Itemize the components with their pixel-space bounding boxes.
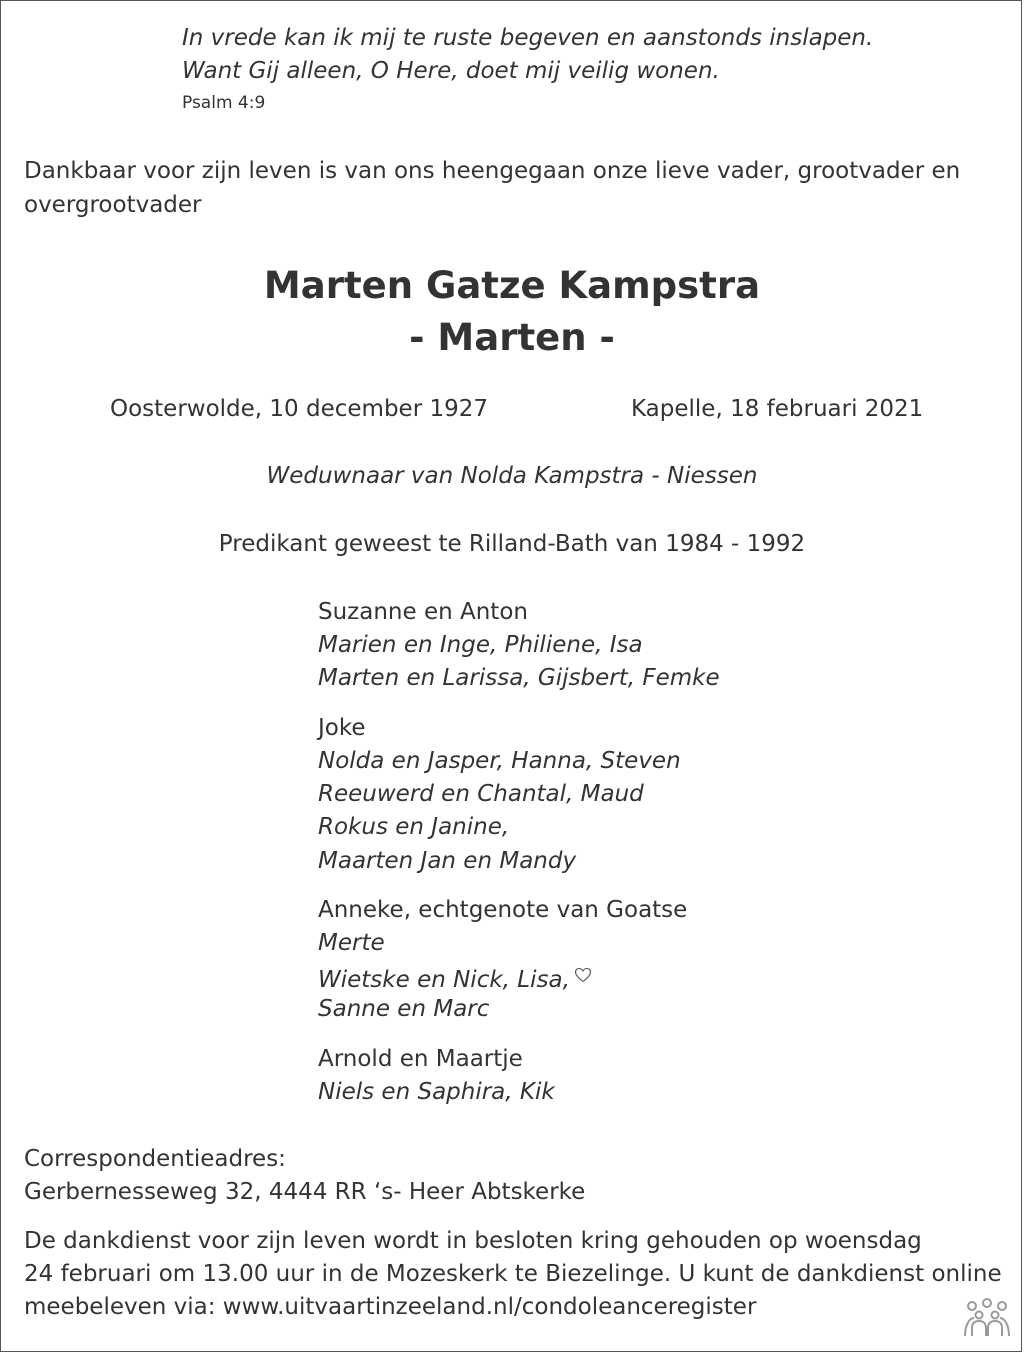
correspondence-label: Correspondentieadres: [24,1146,286,1172]
family-member: Sanne en Marc [318,996,490,1022]
family-member: Merte [318,930,385,956]
intro-text: Dankbaar voor zijn leven is van ons heengegaan onze lieve vader, grootvader en overgrootvader [24,158,961,218]
psalm-line-2: Want Gij alleen, O Here, doet mij veilig wonen. [182,58,720,84]
family-member: Niels en Saphira, Kik [318,1079,555,1105]
death-date: Kapelle, 18 februari 2021 [631,396,924,422]
family-head: Anneke, echtgenote van Goatse [318,897,688,923]
family-member-with-heart [318,960,592,997]
family-member: Marten en Larissa, Gijsbert, Femke [318,665,720,691]
family-member: Marien en Inge, Philiene, Isa [318,632,643,658]
family-head: Suzanne en Anton [318,599,528,625]
psalm-line-1: In vrede kan ik mij te ruste begeven en aanstonds inslapen. [182,25,874,51]
family-head: Arnold en Maartje [318,1046,523,1072]
psalm-reference: Psalm 4:9 [182,93,266,113]
people-group-logo-icon [962,1298,1012,1340]
widower-line: Weduwnaar van Nolda Kampstra - Niessen [266,463,758,489]
service-line-1: De dankdienst voor zijn leven wordt in besloten kring gehouden op woensdag [24,1228,922,1254]
family-member: Reeuwerd en Chantal, Maud [318,781,644,807]
deceased-full-name: Marten Gatze Kampstra [263,264,761,307]
ministry-line: Predikant geweest te Rilland-Bath van 1984 - 1992 [218,531,806,557]
birth-date: Oosterwolde, 10 december 1927 [110,396,489,422]
family-member: Nolda en Jasper, Hanna, Steven [318,748,681,774]
heart-outline-icon [574,960,592,993]
family-member: Maarten Jan en Mandy [318,848,577,874]
service-line-3: meebeleven via: www.uitvaartinzeeland.nl/condoleanceregister [24,1294,757,1320]
family-member: Rokus en Janine, [318,814,510,840]
family-member-text: Wietske en Nick, Lisa, [318,967,570,993]
service-line-2: 24 februari om 13.00 uur in de Mozeskerk te Biezelinge. U kunt de dankdienst online [24,1261,1002,1287]
correspondence-address: Gerbernesseweg 32, 4444 RR ‘s- Heer Abtskerke [24,1179,586,1205]
deceased-nickname: - Marten - [409,316,615,359]
family-head: Joke [318,715,366,741]
